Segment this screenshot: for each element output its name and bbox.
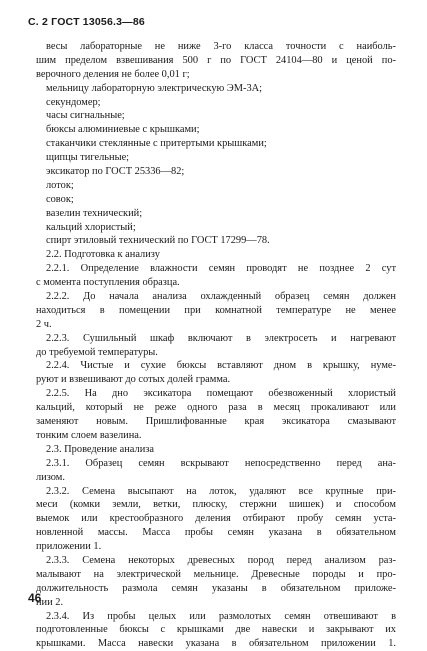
text-line: щипцы тигельные;: [46, 152, 130, 164]
text-line: 2.2.5. На дно эксикатора помещают обезвоженный хлористый: [46, 388, 396, 400]
text-line: до требуемой температуры.: [36, 346, 158, 358]
text-line: лизом.: [36, 471, 65, 483]
text-line: 2.2.3. Сушильный шкаф включают в электросеть и нагревают: [46, 332, 396, 344]
text-line: 2.3.4. Из пробы целых или размолотых семян отвешивают в: [46, 610, 396, 622]
text-line: кальций хлористый;: [46, 221, 136, 233]
page-number: 46: [28, 591, 42, 605]
page-header: С. 2 ГОСТ 13056.3—86: [28, 16, 145, 28]
text-line: руют и взвешивают до сотых долей грамма.: [36, 374, 231, 386]
text-line: 2.3.2. Семена высыпают на лоток, удаляют все крупные при-: [46, 485, 396, 497]
text-line: 2.2.1. Определение влажности семян проводят не позднее 2 сут: [46, 263, 396, 275]
text-line: нии 2.: [36, 596, 64, 608]
text-line: 2.3. Проведение анализа: [46, 443, 154, 455]
text-line: 2.2. Подготовка к анализу: [46, 249, 160, 261]
text-line: 2 ч.: [36, 318, 52, 330]
text-line: мельницу лабораторную электрическую ЭМ-3А;: [46, 82, 263, 94]
text-line: вазелин технический;: [46, 207, 143, 219]
text-line: эксикатор по ГОСТ 25336—82;: [46, 166, 185, 178]
text-line: секундомер;: [46, 96, 101, 108]
body-text: [36, 40, 396, 651]
text-line: лоток;: [46, 179, 74, 191]
text-line: стаканчики стеклянные с притертыми крышками;: [46, 138, 267, 150]
text-line: с момента поступления образца.: [36, 277, 180, 289]
text-line: совок;: [46, 193, 74, 205]
text-line: весы лабораторные не ниже 3-го класса точности с наиболь-: [46, 41, 396, 52]
text-line: 2.2.4. Чистые и сухие бюксы вставляют дном в крышку, нуме-: [46, 360, 396, 372]
text-line: выемок или крестообразного деления отбирают пробу семян уста-: [36, 513, 396, 525]
text-line: спирт этиловый технический по ГОСТ 17299—78.: [46, 235, 270, 247]
text-line: бюксы алюминиевые с крышками;: [46, 124, 200, 136]
text-line: приложении 1.: [36, 541, 102, 553]
text-line: кальций, который не реже одного раза в месяц прокаливают или: [36, 402, 396, 414]
text-line: должительность размола семян указаны в обязательном приложе-: [36, 582, 396, 594]
text-line: тонким слоем вазелина.: [36, 429, 142, 441]
text-line: заменяют новым. Пришлифованные края эксикатора смазывают: [36, 416, 396, 428]
text-line: 2.3.3. Семена некоторых древесных пород перед анализом раз-: [46, 554, 396, 566]
text-line: меси (комки земли, ветки, плюску, стержни шишек) и способом: [36, 499, 396, 511]
text-line: 2.3.1. Образец семян вскрывают непосредственно перед ана-: [46, 457, 396, 469]
text-line: верочного деления не более 0,01 г;: [36, 68, 190, 80]
text-line: новленной массы. Масса пробы семян указана в обязательном: [36, 527, 396, 539]
text-line: часы сигнальные;: [46, 110, 125, 122]
text-line: малывают на электрической мельнице. Древесные породы и про-: [36, 568, 396, 580]
text-line: находиться в помещении при комнатной температуре не менее: [36, 304, 396, 316]
text-line: 2.2.2. До начала анализа охлажденный образец семян должен: [46, 291, 396, 303]
text-line: подготовленные бюксы с крышками две навески и закрывают их: [36, 624, 396, 636]
text-line: крышками. Масса навески указана в обязательном приложении 1.: [36, 638, 396, 650]
text-line: шим пределом взвешивания 500 г по ГОСТ 24104—80 и ценой по-: [36, 54, 396, 66]
